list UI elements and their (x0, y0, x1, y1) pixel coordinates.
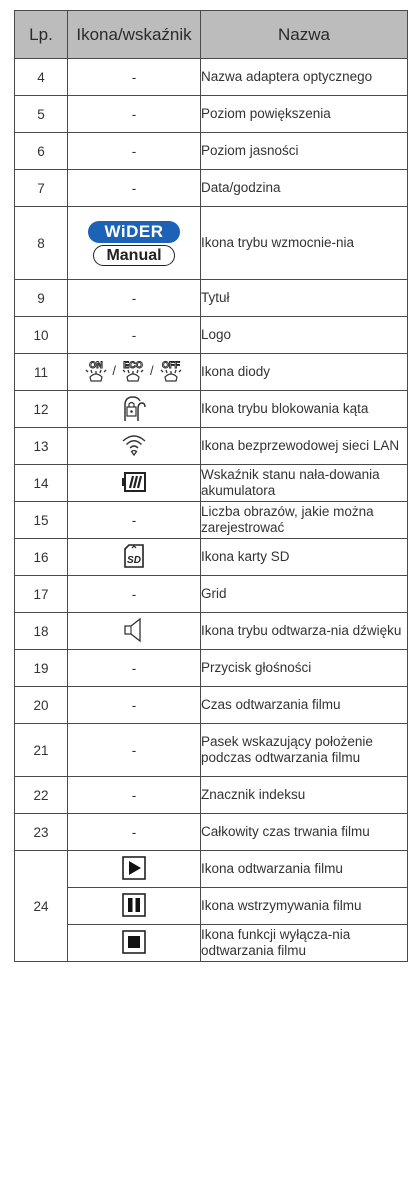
row-number: 5 (15, 96, 68, 133)
angle-lock-icon (121, 393, 147, 423)
row-name: Poziom jasności (201, 133, 408, 170)
table-row (15, 576, 408, 613)
row-name: Ikona diody (201, 354, 408, 391)
row-name: Ikona bezprzewodowej sieci LAN (201, 428, 408, 465)
row-number: 19 (15, 650, 68, 687)
row-name: Pasek wskazujący położenie podczas odtwarzania filmu (201, 724, 408, 777)
play-icon (122, 856, 146, 880)
row-number: 6 (15, 133, 68, 170)
manual-badge: Manual (93, 245, 174, 266)
table-row (15, 650, 408, 687)
led-off-label: OFF (161, 359, 180, 370)
row-dash: - (68, 814, 201, 851)
table-header-row (15, 11, 408, 59)
table-row (15, 354, 408, 391)
row-dash: - (68, 724, 201, 777)
separator: / (112, 363, 116, 378)
led-eco-icon (118, 357, 148, 385)
wifi-icon (120, 432, 148, 458)
row-number: 9 (15, 280, 68, 317)
header-icon: Ikona/wskaźnik (68, 11, 201, 59)
table-row (15, 851, 408, 888)
row-name: Ikona trybu wzmocnie-nia (201, 207, 408, 280)
table-row (15, 207, 408, 280)
row-dash: - (68, 317, 201, 354)
row-dash: - (68, 502, 201, 539)
sd-card-icon (123, 543, 145, 569)
row-name: Ikona wstrzymywania filmu (201, 888, 408, 925)
row-number: 10 (15, 317, 68, 354)
table-row (15, 814, 408, 851)
row-number: 23 (15, 814, 68, 851)
icon-reference-table (14, 10, 408, 962)
row-name: Nazwa adaptera optycznego (201, 59, 408, 96)
table-row (15, 539, 408, 576)
row-dash: - (68, 687, 201, 724)
row-name: Tytuł (201, 280, 408, 317)
sd-label: SD (127, 554, 141, 566)
stop-icon (122, 930, 146, 954)
table-row (15, 724, 408, 777)
row-dash: - (68, 170, 201, 207)
row-name: Ikona odtwarzania filmu (201, 851, 408, 888)
row-dash: - (68, 96, 201, 133)
led-eco-label: ECO (123, 359, 143, 370)
row-name: Całkowity czas trwania filmu (201, 814, 408, 851)
row-number: 11 (15, 354, 68, 391)
row-number: 14 (15, 465, 68, 502)
wider-manual-icon (68, 207, 201, 280)
separator: / (150, 363, 154, 378)
led-on-label: ON (89, 359, 104, 370)
row-number: 21 (15, 724, 68, 777)
row-number: 15 (15, 502, 68, 539)
wider-badge: WiDER (88, 221, 179, 243)
row-name: Przycisk głośności (201, 650, 408, 687)
table-row (15, 170, 408, 207)
row-dash: - (68, 133, 201, 170)
row-name: Data/godzina (201, 170, 408, 207)
row-name: Ikona funkcji wyłącza-nia odtwarzania filmu (201, 925, 408, 962)
table-row (15, 613, 408, 650)
led-on-icon (82, 357, 110, 385)
row-number: 18 (15, 613, 68, 650)
row-number: 12 (15, 391, 68, 428)
row-name: Liczba obrazów, jakie można zarejestrować (201, 502, 408, 539)
table-row (15, 502, 408, 539)
row-dash: - (68, 576, 201, 613)
table-row (15, 888, 408, 925)
table-row (15, 687, 408, 724)
row-number: 17 (15, 576, 68, 613)
table-row (15, 391, 408, 428)
row-name: Czas odtwarzania filmu (201, 687, 408, 724)
led-icons (68, 354, 201, 391)
led-off-icon (156, 357, 186, 385)
row-name: Ikona trybu blokowania kąta (201, 391, 408, 428)
row-number: 8 (15, 207, 68, 280)
row-number: 13 (15, 428, 68, 465)
row-name: Ikona trybu odtwarza-nia dźwięku (201, 613, 408, 650)
table-row (15, 317, 408, 354)
row-number: 4 (15, 59, 68, 96)
table-row (15, 59, 408, 96)
row-number: 7 (15, 170, 68, 207)
row-number: 24 (15, 851, 68, 962)
table-row (15, 428, 408, 465)
row-number: 16 (15, 539, 68, 576)
row-name: Wskaźnik stanu nała-dowania akumulatora (201, 465, 408, 502)
row-name: Ikona karty SD (201, 539, 408, 576)
row-name: Grid (201, 576, 408, 613)
table-row (15, 925, 408, 962)
row-number: 22 (15, 777, 68, 814)
table-row (15, 280, 408, 317)
table-row (15, 465, 408, 502)
row-name: Poziom powiększenia (201, 96, 408, 133)
row-dash: - (68, 777, 201, 814)
table-row (15, 133, 408, 170)
table-row (15, 777, 408, 814)
row-number: 20 (15, 687, 68, 724)
row-dash: - (68, 59, 201, 96)
row-dash: - (68, 280, 201, 317)
battery-icon (121, 471, 147, 493)
speaker-icon (122, 617, 146, 643)
header-number: Lp. (15, 11, 68, 59)
row-dash: - (68, 650, 201, 687)
row-name: Znacznik indeksu (201, 777, 408, 814)
table-row (15, 96, 408, 133)
pause-icon (122, 893, 146, 917)
row-name: Logo (201, 317, 408, 354)
header-name: Nazwa (201, 11, 408, 59)
